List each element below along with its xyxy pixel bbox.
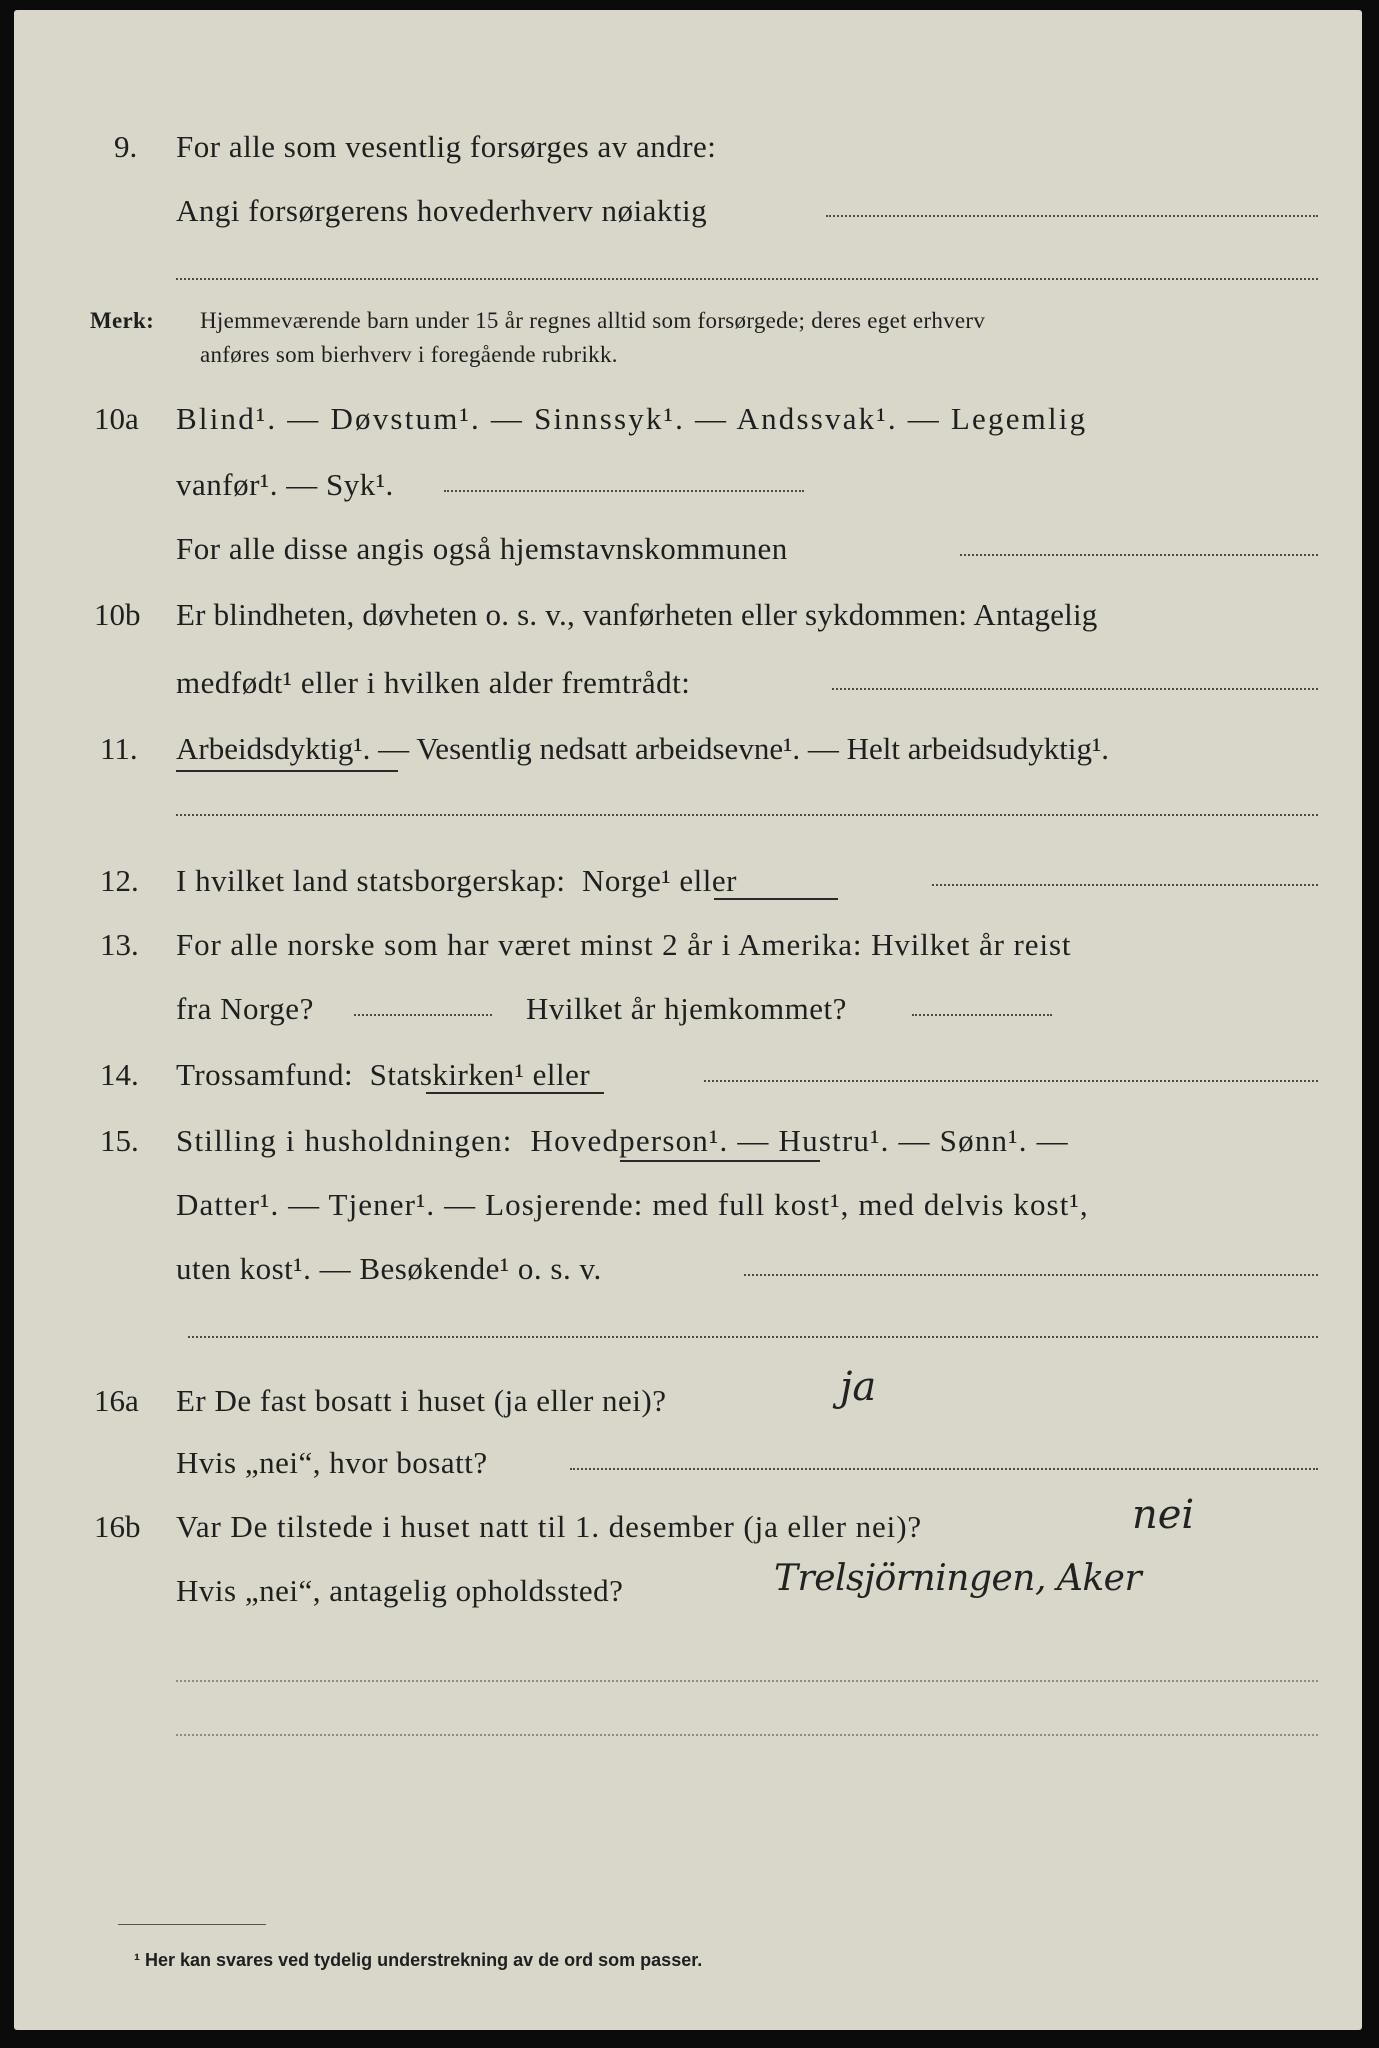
q10b-line1: Er blindheten, døvheten o. s. v., vanførheten eller sykdommen: Antagelig	[176, 597, 1098, 632]
q11-underline-mark	[176, 770, 398, 772]
q15-question: Stilling i husholdningen:	[176, 1123, 513, 1158]
q15-line2: Datter¹. — Tjener¹. — Losjerende: med full kost¹, med delvis kost¹,	[176, 1187, 1089, 1222]
q10b-answer-line[interactable]	[832, 688, 1318, 690]
q10a-number: 10a	[94, 401, 139, 436]
q15-underline-mark	[620, 1160, 820, 1162]
q12-option-norge[interactable]: Norge	[581, 863, 662, 898]
q11-option-arbeidsdyktig[interactable]	[176, 730, 1109, 768]
q15-number: 15.	[100, 1123, 139, 1158]
q12-line	[176, 862, 737, 900]
q14-line	[176, 1056, 590, 1094]
q16a-line2: Hvis „nei“, hvor bosatt?	[176, 1445, 488, 1480]
blank-answer-line-2[interactable]	[176, 1734, 1318, 1736]
q10a-hjemstavn-answer-line[interactable]	[960, 554, 1318, 556]
merk-label: Merk:	[90, 308, 155, 333]
q10b-line2: medfødt¹ eller i hvilken alder fremtrådt:	[176, 665, 691, 700]
q9-line1: For alle som vesentlig forsørges av andre:	[176, 129, 717, 164]
q12-answer-line[interactable]	[932, 884, 1318, 886]
q9-line2: Angi forsørgerens hovederhverv nøiaktig	[176, 193, 708, 228]
q15-line1	[176, 1122, 1069, 1160]
q15-post: ¹. — Hustru¹. — Sønn¹. —	[709, 1123, 1069, 1158]
q16b-line1: Var De tilstede i huset natt til 1. desember (ja eller nei)?	[176, 1509, 923, 1544]
q14-number: 14.	[100, 1057, 139, 1092]
q13-line1: For alle norske som har været minst 2 år i Amerika: Hvilket år reist	[176, 927, 1072, 962]
q15-option-hovedperson[interactable]: Hovedperson	[530, 1123, 709, 1158]
q15-answer-line-2[interactable]	[188, 1336, 1318, 1338]
census-form-page	[14, 10, 1362, 2030]
q15-line3: uten kost¹. — Besøkende¹ o. s. v.	[176, 1251, 602, 1286]
q13-reist-answer-line[interactable]	[354, 1014, 492, 1016]
q9-number: 9.	[114, 129, 138, 164]
q13-line2b: Hvilket år hjemkommet?	[526, 991, 847, 1026]
q12-number: 12.	[100, 863, 139, 898]
q14-post: ¹ eller	[514, 1057, 591, 1092]
q16b-handwritten-answer[interactable]: nei	[1132, 1492, 1195, 1538]
q15-answer-line[interactable]	[744, 1274, 1318, 1276]
q16b-line2: Hvis „nei“, antagelig opholdssted?	[176, 1573, 624, 1608]
q16a-handwritten-answer[interactable]: ja	[840, 1364, 877, 1410]
merk-line2: anføres som bierhverv i foregående rubrikk.	[200, 342, 618, 367]
q10a-line1: Blind¹. — Døvstum¹. — Sinnssyk¹. — Andssvak¹. — Legemlig	[176, 401, 1088, 436]
footnote-rule	[118, 1924, 266, 1925]
q10a-line2: vanfør¹. — Syk¹.	[176, 467, 394, 502]
q16b-handwritten-place[interactable]: Trelsjörningen, Aker	[774, 1558, 1142, 1599]
q12-question: I hvilket land statsborgerskap:	[176, 863, 566, 898]
q11-number: 11.	[100, 731, 138, 766]
q11-option-label: Arbeidsdyktig	[176, 731, 354, 766]
q16a-line1: Er De fast bosatt i huset (ja eller nei)?	[176, 1383, 667, 1418]
blank-answer-line[interactable]	[176, 1680, 1318, 1682]
merk-line1: Hjemmeværende barn under 15 år regnes alltid som forsørgede; deres eget erhverv	[200, 308, 986, 333]
q12-post: ¹ eller	[661, 863, 737, 898]
q14-answer-line[interactable]	[704, 1080, 1318, 1082]
q13-line2a: fra Norge?	[176, 991, 314, 1026]
q16b-number: 16b	[94, 1509, 141, 1544]
q11-rest: ¹. — Vesentlig nedsatt arbeidsevne¹. — Helt arbeidsudyktig¹.	[353, 731, 1110, 766]
q14-question: Trossamfund:	[176, 1057, 354, 1092]
q13-hjemkommet-answer-line[interactable]	[912, 1014, 1052, 1016]
q13-number: 13.	[100, 927, 139, 962]
q9-answer-line[interactable]	[826, 215, 1318, 217]
q10b-number: 10b	[94, 597, 141, 632]
q14-option-statskirken[interactable]: Statskirken	[369, 1057, 515, 1092]
footnote: ¹ Her kan svares ved tydelig understrekning av de ord som passer.	[134, 1950, 703, 1970]
q16a-number: 16a	[94, 1383, 139, 1418]
q9-answer-line-2[interactable]	[176, 278, 1318, 280]
q11-answer-line[interactable]	[176, 814, 1318, 816]
q12-underline-mark	[714, 898, 838, 900]
q16a-answer-line[interactable]	[570, 1468, 1318, 1470]
q14-underline-mark	[426, 1092, 604, 1094]
q10a-line3: For alle disse angis også hjemstavnskommunen	[176, 531, 788, 566]
q10a-syk-answer-line[interactable]	[444, 490, 804, 492]
